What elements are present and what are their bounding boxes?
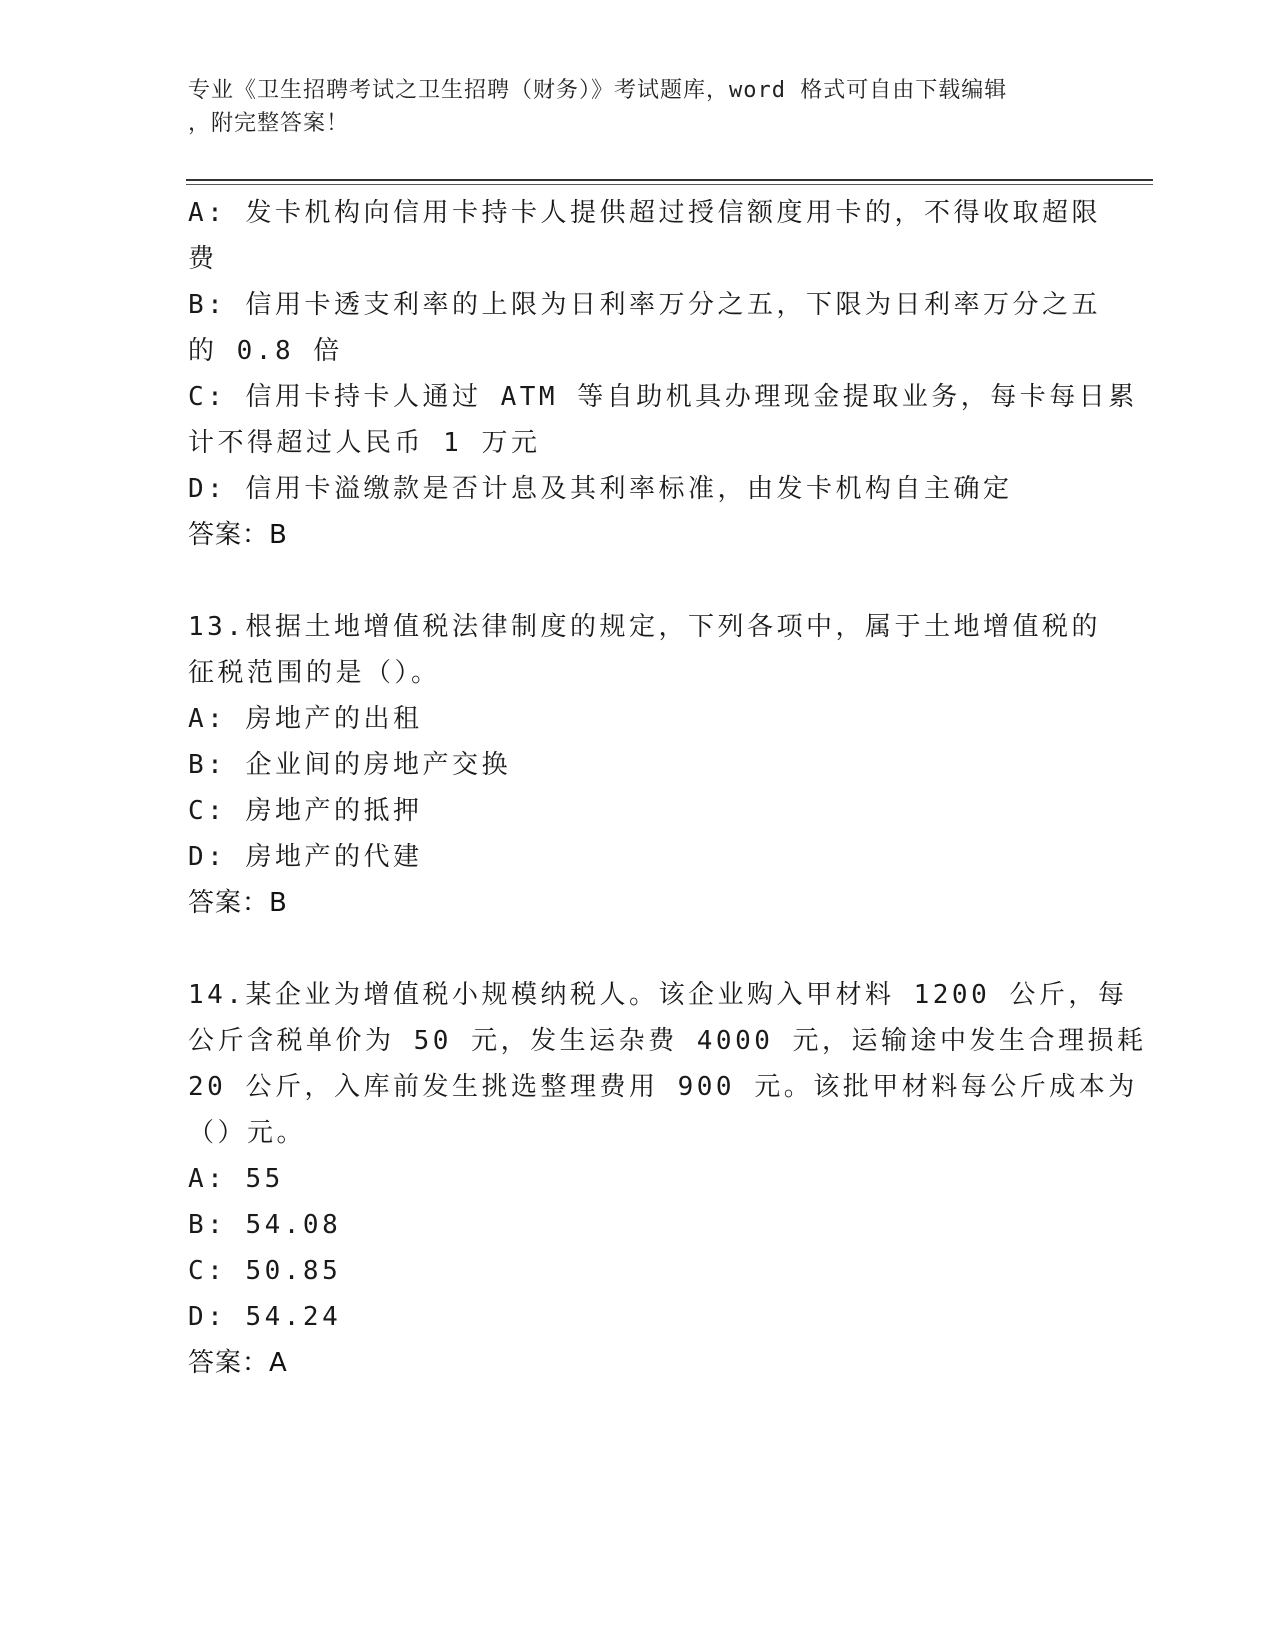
q13-stem-line-2: 征税范围的是（）。 bbox=[188, 658, 441, 688]
spacer bbox=[188, 558, 1088, 604]
q13-option-b: B: 企业间的房地产交换 bbox=[188, 750, 511, 780]
q14-option-a: A: 55 bbox=[188, 1164, 284, 1194]
q13-answer: 答案：B bbox=[188, 888, 288, 918]
q13-stem-line-1: 13.根据土地增值税法律制度的规定，下列各项中，属于土地增值税的 bbox=[188, 612, 1101, 642]
q12-option-b-line-2: 的 0.8 倍 bbox=[188, 336, 343, 366]
header-title-line-1: 专业《卫生招聘考试之卫生招聘（财务）》考试题库，word 格式可自由下载编辑 bbox=[188, 78, 1008, 103]
question-13 bbox=[188, 604, 1101, 926]
q14-option-b: B: 54.08 bbox=[188, 1210, 342, 1240]
q14-stem-line-3: 20 公斤，入库前发生挑选整理费用 900 元。该批甲材料每公斤成本为 bbox=[188, 1072, 1138, 1102]
q13-option-a: A: 房地产的出租 bbox=[188, 704, 423, 734]
q14-stem-line-2: 公斤含税单价为 50 元，发生运杂费 4000 元，运输途中发生合理损耗 bbox=[188, 1026, 1147, 1056]
q12-option-c-line-1: C: 信用卡持卡人通过 ATM 等自助机具办理现金提取业务，每卡每日累 bbox=[188, 382, 1138, 412]
q12-option-a-line-2: 费 bbox=[188, 244, 218, 274]
header-divider-thin bbox=[186, 184, 1153, 185]
document-header bbox=[188, 74, 1068, 140]
header-title-line-2: ，附完整答案！ bbox=[188, 111, 350, 136]
q14-stem-line-4: （）元。 bbox=[188, 1118, 307, 1148]
q14-stem-line-1: 14.某企业为增值税小规模纳税人。该企业购入甲材料 1200 公斤，每 bbox=[188, 980, 1128, 1010]
q14-option-c: C: 50.85 bbox=[188, 1256, 342, 1286]
spacer bbox=[188, 926, 1088, 972]
q14-option-d: D: 54.24 bbox=[188, 1302, 342, 1332]
q13-option-c: C: 房地产的抵押 bbox=[188, 796, 423, 826]
q13-option-d: D: 房地产的代建 bbox=[188, 842, 423, 872]
q12-option-d: D: 信用卡溢缴款是否计息及其利率标准，由发卡机构自主确定 bbox=[188, 474, 1013, 504]
q12-option-b-line-1: B: 信用卡透支利率的上限为日利率万分之五，下限为日利率万分之五 bbox=[188, 290, 1101, 320]
q12-option-c-line-2: 计不得超过人民币 1 万元 bbox=[188, 428, 541, 458]
q12-answer: 答案：B bbox=[188, 520, 288, 550]
question-12-options bbox=[188, 190, 1138, 558]
question-14 bbox=[188, 972, 1147, 1386]
header-divider-thick bbox=[186, 179, 1153, 181]
document-body bbox=[188, 190, 1147, 1386]
q14-answer: 答案：A bbox=[188, 1348, 288, 1378]
q12-option-a-line-1: A: 发卡机构向信用卡持卡人提供超过授信额度用卡的，不得收取超限 bbox=[188, 198, 1101, 228]
